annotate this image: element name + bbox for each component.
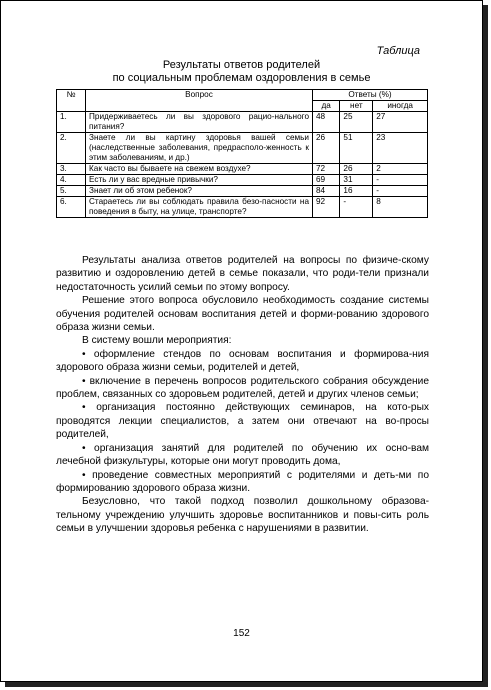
row-sometimes: 2 <box>373 164 428 175</box>
row-no: 51 <box>340 133 373 164</box>
row-question: Стараетесь ли вы соблюдать правила безо-пасности на поведения в быту, на улице, транспорте? <box>86 197 313 218</box>
header-answers: Ответы (%) <box>313 90 428 101</box>
table-title-line-2: по социальным проблемам оздоровления в семье <box>112 72 371 84</box>
paragraph-conclusion: Безусловно, что такой подход позволил дошкольному образова-тельному учреждению улучшить здоровье воспитанников и повы-сить роль семьи в улучшении здоровья ребенка с нарушениями в развитии. <box>56 496 429 535</box>
row-no: 25 <box>340 112 373 133</box>
row-num: 3. <box>57 164 86 175</box>
row-yes: 26 <box>313 133 340 164</box>
row-no: - <box>340 197 373 218</box>
row-sometimes: 8 <box>373 197 428 218</box>
paragraph-analysis: Результаты анализа ответов родителей на вопросы по физиче-скому развитию и оздоровлению детей в семье показали, что роди-тели признали недостаточность усилий семьи по этому вопросу. <box>56 255 429 293</box>
row-sometimes: 23 <box>373 133 428 164</box>
row-question: Есть ли у вас вредные привычки? <box>86 175 313 186</box>
body-text <box>56 254 429 536</box>
row-no: 31 <box>340 175 373 186</box>
row-no: 26 <box>340 164 373 175</box>
row-num: 4. <box>57 175 86 186</box>
row-num: 6. <box>57 197 86 218</box>
table-row <box>57 112 428 133</box>
bullet-item: • включение в перечень вопросов родительского собрания обсуждение проблем, связанных со здоровьем родителей, детей и других членов семьи; <box>56 375 429 401</box>
row-sometimes: - <box>373 186 428 197</box>
bullet-item: • проведение совместных мероприятий с родителями и деть-ми по формированию здорового образа жизни. <box>56 469 429 494</box>
row-num: 5. <box>57 186 86 197</box>
header-num: № <box>57 90 86 112</box>
row-yes: 72 <box>313 164 340 175</box>
table-row <box>57 133 428 164</box>
table-title-line-1: Результаты ответов родителей <box>162 59 321 71</box>
paragraph-measures-intro: В систему вошли мероприятия: <box>82 335 232 347</box>
row-yes: 92 <box>313 197 340 218</box>
table-row <box>57 186 428 197</box>
row-no: 16 <box>340 186 373 197</box>
results-table <box>56 89 428 218</box>
row-sometimes: - <box>373 175 428 186</box>
table-row <box>57 164 428 175</box>
row-yes: 48 <box>313 112 340 133</box>
table-caption-label: Таблица <box>376 45 420 57</box>
table-header-row <box>57 90 428 101</box>
table-row <box>57 197 428 218</box>
header-question: Вопрос <box>86 90 313 112</box>
row-num: 2. <box>57 133 86 164</box>
row-question: Знает ли об этом ребенок? <box>86 186 313 197</box>
page-number: 152 <box>233 628 250 639</box>
row-question: Как часто вы бываете на свежем воздухе? <box>86 164 313 175</box>
bullet-item: • организация постоянно действующих семинаров, на кото-рых проводятся лекции специалистов, а затем они отвечают на во-просы родителей, <box>56 402 429 441</box>
paragraph-solution: Решение этого вопроса обусловило необходимость создание системы обучения родителей основам воспитания детей и форми-рованию здорового образа жизни семьи. <box>56 295 429 334</box>
row-question: Придерживаетесь ли вы здорового рацио-нального питания? <box>86 112 313 133</box>
row-yes: 84 <box>313 186 340 197</box>
bullet-item: • организация занятий для родителей по обучению их осно-вам лечебной физкультуры, которые они могут проводить дома, <box>56 442 429 468</box>
header-yes: да <box>313 101 340 112</box>
row-sometimes: 27 <box>373 112 428 133</box>
bullet-item: • оформление стендов по основам воспитания и формирова-ния здорового образа жизни семьи, родителей и детей, <box>56 348 429 374</box>
header-no: нет <box>340 101 373 112</box>
row-num: 1. <box>57 112 86 133</box>
table-row <box>57 175 428 186</box>
header-sometimes: иногда <box>373 101 428 112</box>
row-question: Знаете ли вы картину здоровья вашей семьи (наследственные заболевания, предрасполо-женность к этим заболеваниям, и др.) <box>86 133 313 164</box>
row-yes: 69 <box>313 175 340 186</box>
